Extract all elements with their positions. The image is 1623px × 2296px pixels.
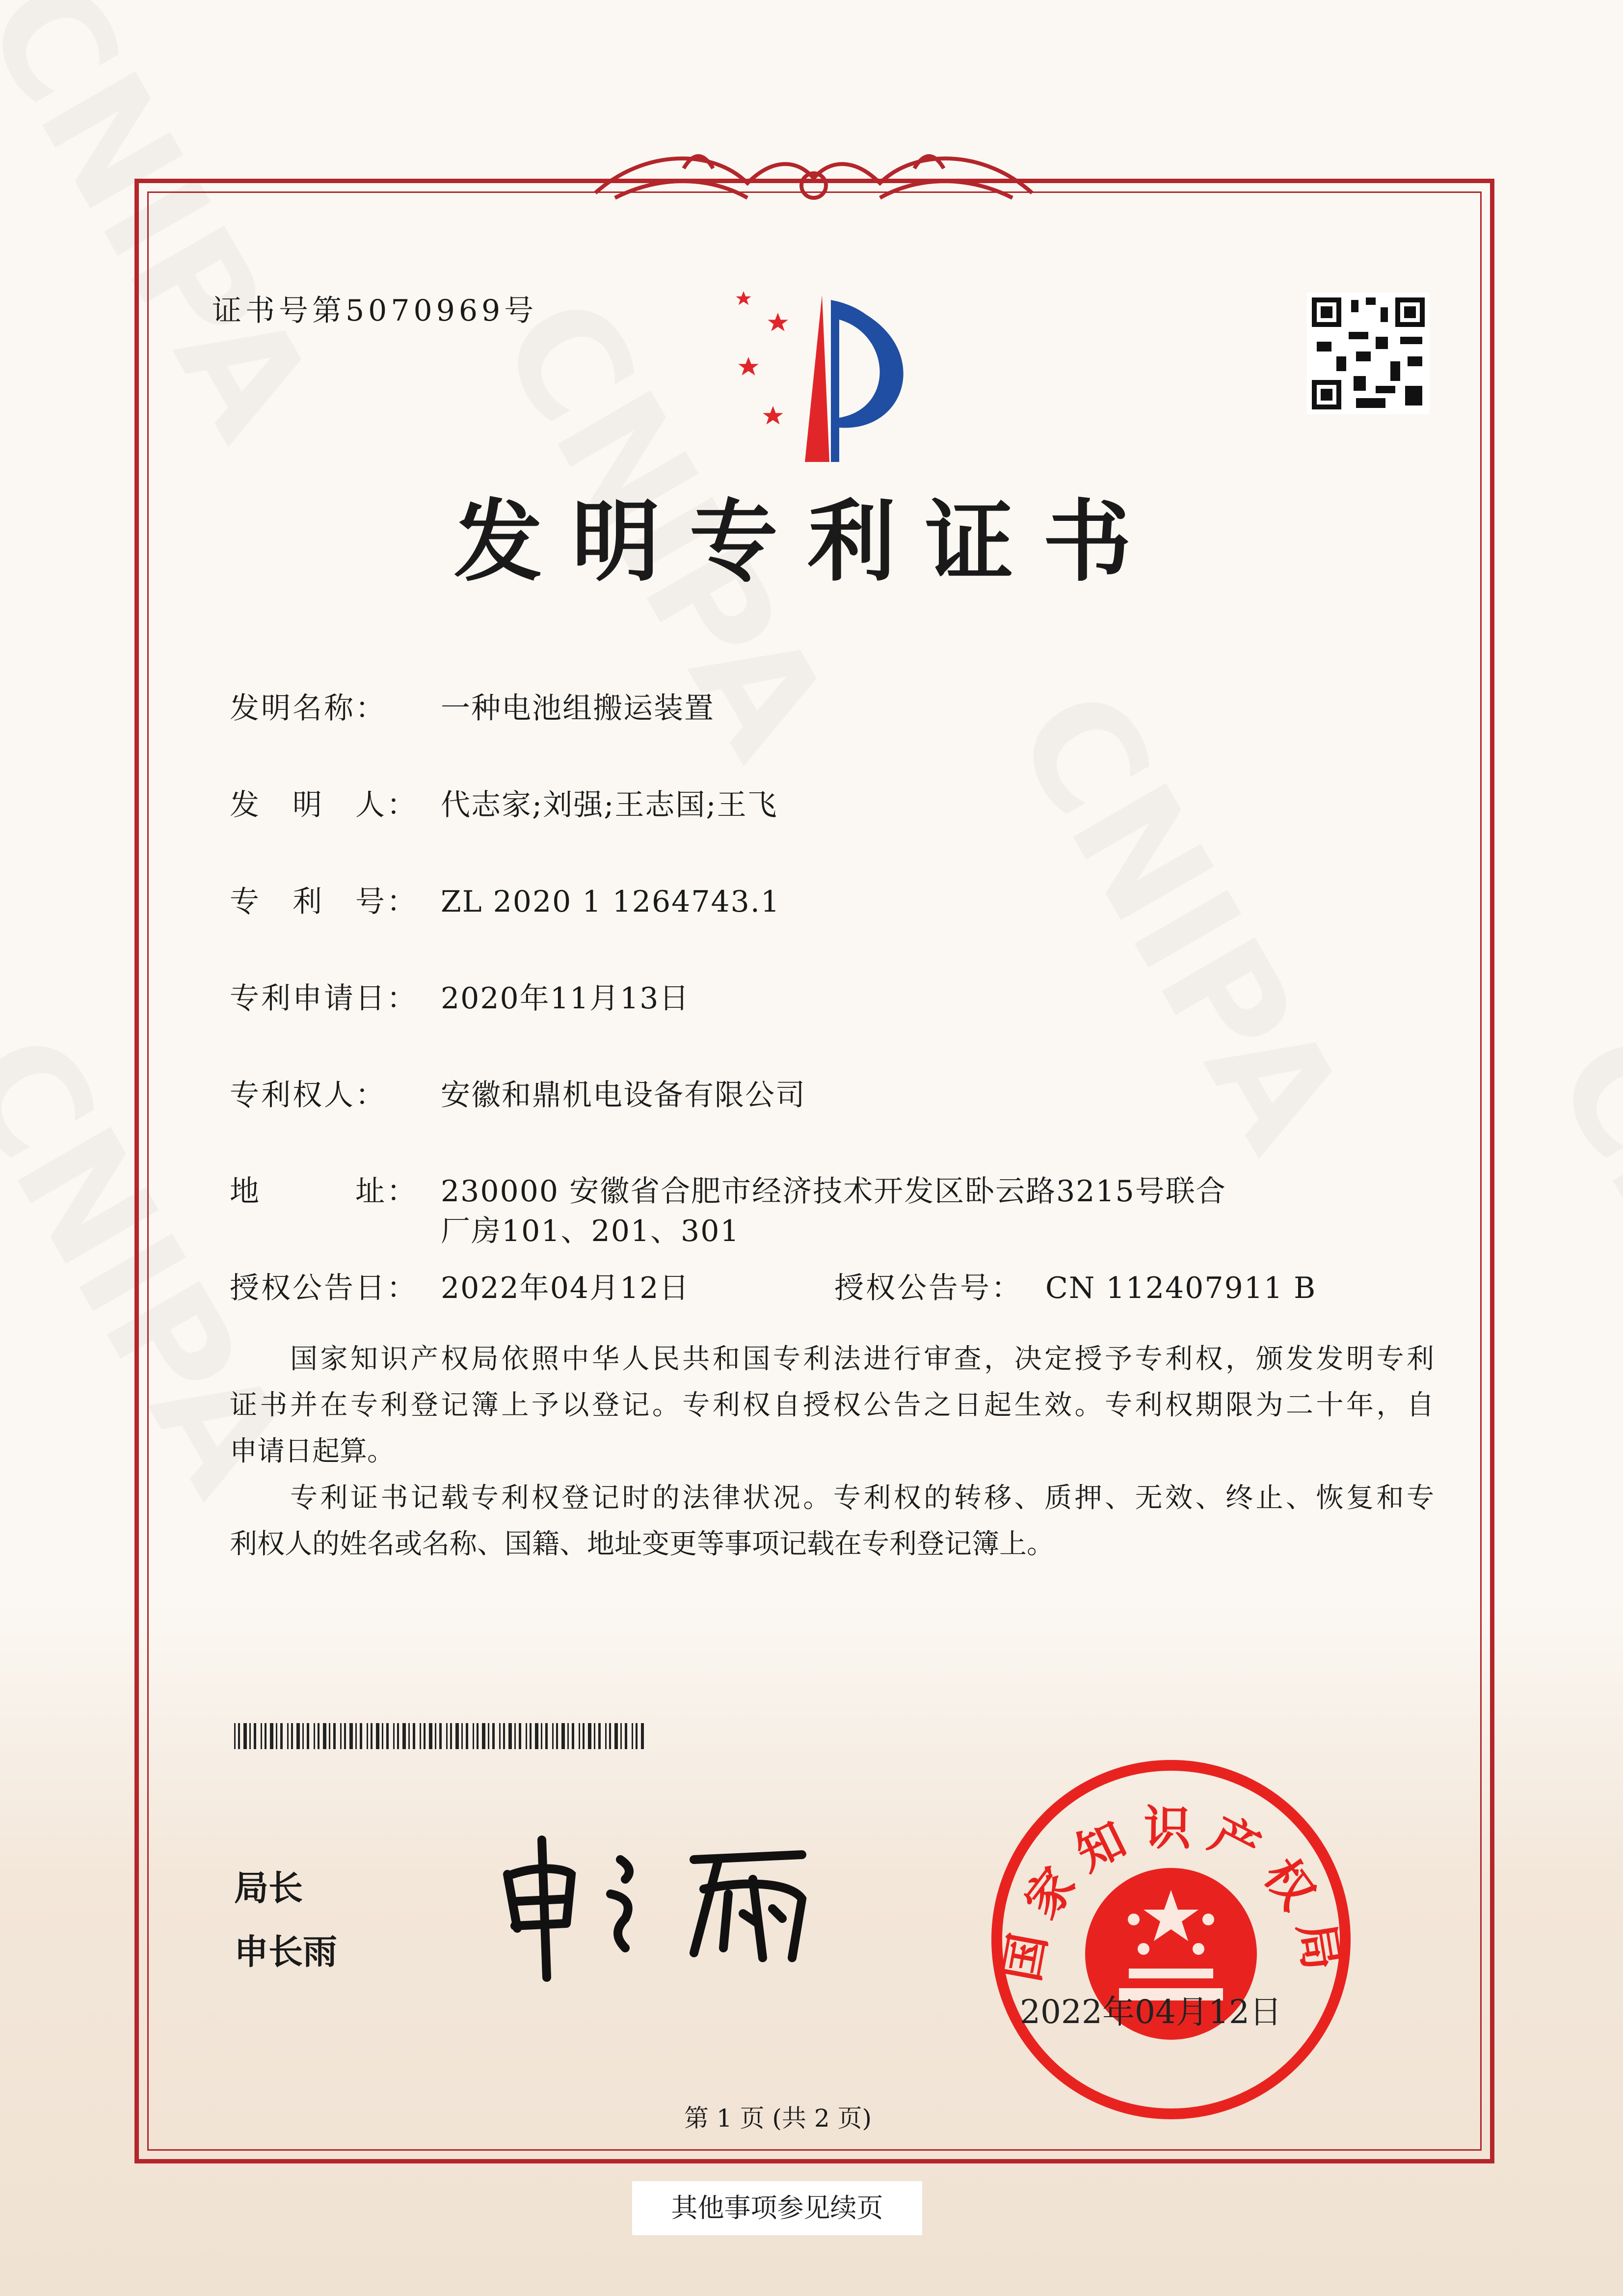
barcode-bar [249,1723,251,1749]
field-patent-number [230,878,780,920]
barcode-bar [567,1723,569,1749]
field-inventors [230,782,778,824]
barcode-bar [265,1723,266,1749]
barcode-bar [473,1723,474,1749]
barcode-bar [371,1723,372,1749]
barcode-bar [402,1723,406,1749]
barcode-bar [302,1723,304,1749]
barcode-bar [413,1723,415,1749]
barcode-bar [287,1723,289,1749]
watermark [1522,1007,1623,1521]
field-application-date [230,975,690,1017]
barcode-bar [367,1723,368,1749]
field-address [230,1168,1226,1210]
barcode-bar [455,1723,459,1749]
barcode-bar [636,1723,638,1749]
barcode-bar [329,1723,330,1749]
text-line: 证书并在专利登记簿上予以登记。专利权自授权公告之日起生效。专利权期限为二十年，自 [230,1389,1434,1421]
barcode-bar [261,1723,262,1749]
barcode-bar [408,1723,410,1749]
barcode-bar [296,1723,300,1749]
top-ornament [585,139,1042,213]
field-invention-name [230,685,715,727]
barcode-bar [492,1723,495,1749]
text-line: 利权人的姓名或名称、国籍、地址变更等事项记载在专利登记簿上。 [230,1528,1054,1560]
continued-note: 其他事项参见续页 [632,2181,922,2235]
field-label: 授权公告日： [230,1271,418,1305]
barcode-bar [583,1723,585,1749]
field-grant-date [230,1265,690,1307]
barcode-bar [344,1723,346,1749]
barcode-bar [641,1723,644,1749]
barcode-bar [254,1723,256,1749]
cnipa-logo [699,285,930,467]
barcode [234,1723,644,1749]
director-name: 申长雨 [234,1932,337,1972]
barcode-bar [519,1723,521,1749]
barcode-bar [625,1723,627,1749]
barcode-bar [420,1723,421,1749]
barcode-bar [526,1723,527,1749]
field-value: CN 112407911 B [1045,1271,1317,1305]
barcode-bar [614,1723,618,1749]
field-value: 代志家;刘强;王志国;王飞 [441,788,778,822]
barcode-bar [382,1723,383,1749]
barcode-bar [291,1723,293,1749]
certificate-number: 证书号第5070969号 [212,294,538,328]
barcode-bar [545,1723,548,1749]
barcode-bar [318,1723,319,1749]
seal-text: 国家知识产权局 [994,1800,1352,1989]
barcode-bar [393,1723,395,1749]
field-announcement-number [834,1265,1316,1307]
barcode-bar [314,1723,315,1749]
barcode-bar [561,1723,565,1749]
text-line: 国家知识产权局依照中华人民共和国专利法进行审查，决定授予专利权，颁发发明专利 [230,1343,1434,1375]
barcode-bar [579,1723,580,1749]
barcode-bar [620,1723,622,1749]
barcode-bar [499,1723,501,1749]
barcode-bar [530,1723,532,1749]
barcode-bar [450,1723,452,1749]
statement-paragraph-1 [230,1336,1434,1475]
official-seal [986,1757,1359,2131]
field-value: 厂房101、201、301 [441,1214,740,1248]
barcode-bar [435,1723,436,1749]
barcode-bar [605,1723,607,1749]
barcode-bar [598,1723,601,1749]
barcode-bar [376,1723,379,1749]
field-value: 230000 安徽省合肥市经济技术开发区卧云路3215号联合 [441,1174,1226,1209]
barcode-bar [503,1723,505,1749]
barcode-bar [446,1723,448,1749]
certificate-title: 发明专利证书 [454,491,1161,594]
barcode-bar [514,1723,516,1749]
barcode-bar [541,1723,542,1749]
barcode-bar [307,1723,309,1749]
field-label: 专利申请日： [230,981,418,1016]
barcode-bar [482,1723,485,1749]
barcode-bar [535,1723,538,1749]
barcode-bar [556,1723,558,1749]
page-indicator: 第 1 页 (共 2 页) [684,2104,872,2133]
barcode-bar [466,1723,468,1749]
barcode-bar [360,1723,362,1749]
barcode-bar [276,1723,277,1749]
qr-code[interactable] [1307,293,1430,414]
barcode-bar [424,1723,426,1749]
barcode-bar [349,1723,353,1749]
barcode-bar [488,1723,489,1749]
barcode-bar [280,1723,283,1749]
barcode-bar [355,1723,357,1749]
barcode-bar [429,1723,432,1749]
field-label: 地 址： [230,1174,418,1209]
barcode-bar [588,1723,591,1749]
field-value: 2020年11月13日 [441,981,690,1016]
statement-paragraph-2 [230,1475,1434,1567]
director-title: 局长 [234,1868,303,1908]
field-label: 授权公告号： [834,1271,1023,1305]
barcode-bar [477,1723,479,1749]
field-address-line2 [441,1208,740,1250]
barcode-bar [572,1723,574,1749]
barcode-bar [243,1723,247,1749]
field-value: 一种电池组搬运装置 [441,691,715,726]
barcode-bar [340,1723,342,1749]
barcode-bar [397,1723,399,1749]
barcode-bar [323,1723,326,1749]
barcode-bar [552,1723,554,1749]
field-value: 安徽和鼎机电设备有限公司 [441,1078,806,1112]
field-label: 发明名称： [230,691,387,726]
field-label: 专 利 号： [230,885,418,919]
barcode-bar [238,1723,240,1749]
field-label: 专利权人： [230,1078,387,1112]
barcode-bar [234,1723,236,1749]
barcode-bar [270,1723,273,1749]
barcode-bar [386,1723,389,1749]
seal-date: 2022年04月12日 [1020,1993,1282,2031]
field-value: ZL 2020 1 1264743.1 [441,885,781,919]
text-line: 专利证书记载专利权登记时的法律状况。专利权的转移、质押、无效、终止、恢复和专 [230,1482,1434,1514]
director-signature [498,1830,836,1987]
barcode-bar [632,1723,633,1749]
field-value: 2022年04月12日 [441,1271,690,1305]
text-line: 申请日起算。 [230,1435,395,1467]
field-patentee [230,1072,806,1114]
barcode-bar [439,1723,442,1749]
barcode-bar [609,1723,611,1749]
barcode-bar [333,1723,336,1749]
barcode-bar [461,1723,463,1749]
barcode-bar [508,1723,512,1749]
barcode-bar [594,1723,595,1749]
field-label: 发 明 人： [230,788,418,822]
